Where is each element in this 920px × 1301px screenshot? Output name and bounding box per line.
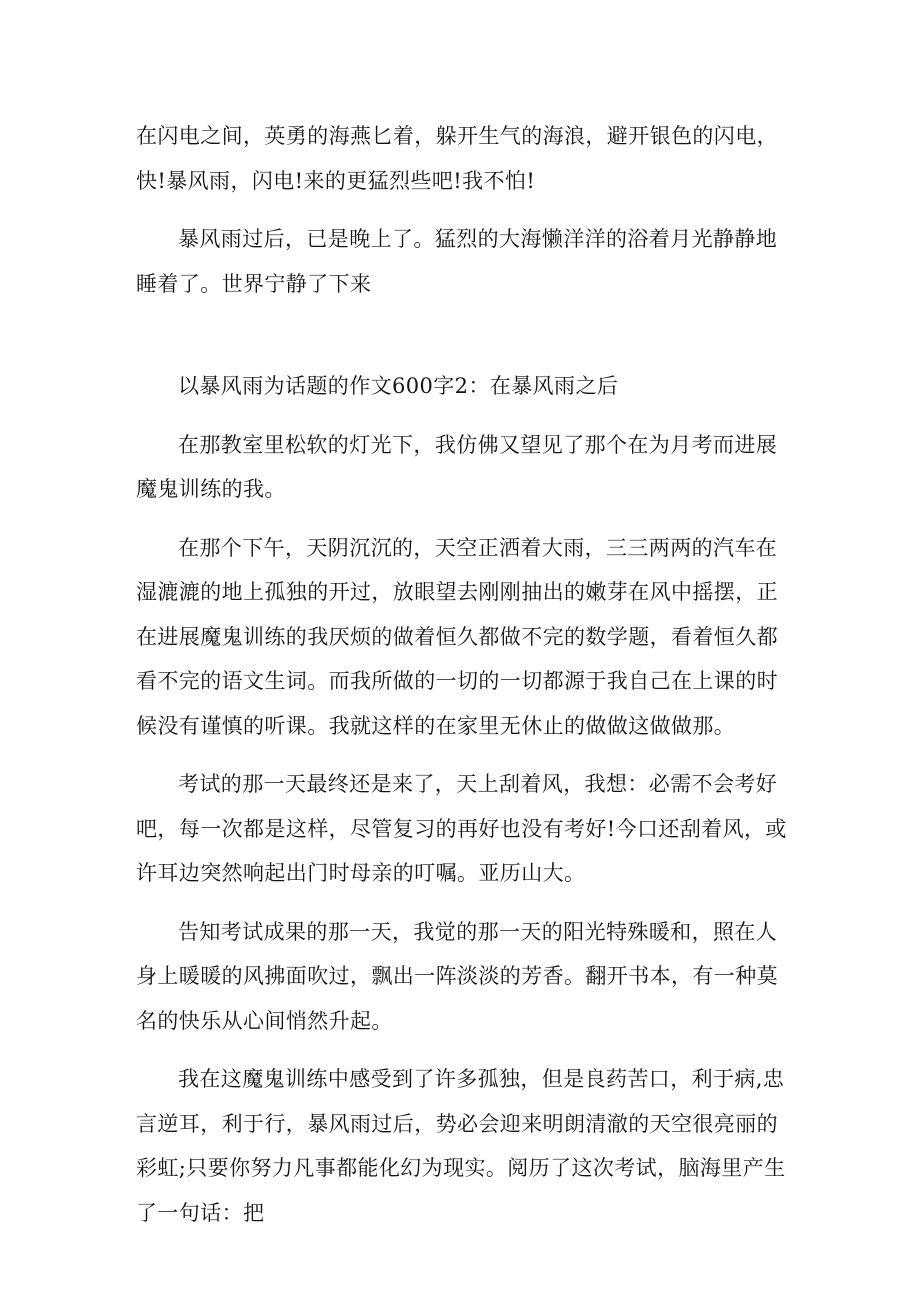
paragraph-7: 我在这魔鬼训练中感受到了许多孤独，但是良药苦口，利于病,忠言逆耳，利于行，暴风雨过后，势必会迎来明朗清澈的天空很亮丽的彩虹;只要你努力凡事都能化幻为现实。阅历了这次考试，脑海里产生了一句话：把	[136, 1067, 786, 1225]
paragraph-gap	[136, 512, 796, 526]
paragraph-4: 在那个下午，天阴沉沉的，天空正洒着大雨，三三两两的汽车在湿漉漉的地上孤独的开过，放眼望去刚刚抽出的嫩芽在风中摇摆，正在进展魔鬼训练的我厌烦的做着恒久都做不完的数学题，看着恒久都看不完的语文生词。而我所做的一切的一切都源于我自己在上课的时候没有谨慎的听课。我就这样的在家里无休止的做做这做做那。	[136, 535, 778, 738]
paragraph-1: 在闪电之间，英勇的海燕匕着，躲开生气的海浪，避开银色的闪电，快!暴风雨，闪电!来的更猛烈些吧!我不怕!	[136, 124, 778, 193]
paragraph-5: 考试的那一天最终还是来了，天上刮着风，我想：必需不会考好吧，每一次都是这样，尽管复习的再好也没有考好!今口还刮着风，或许耳边突然响起出门时母亲的叮嘱。亚历山大。	[136, 772, 787, 885]
paragraph-2: 暴风雨过后，已是晚上了。猛烈的大海懒洋洋的浴着月光静静地睡着了。世界宁静了下来	[136, 227, 778, 296]
paragraph-gap	[136, 748, 796, 762]
paragraph-gap	[136, 409, 796, 423]
paragraph-gap	[136, 1043, 796, 1057]
paragraph-3: 在那教室里松软的灯光下，我仿佛又望见了那个在为月考而进展魔鬼训练的我。	[136, 432, 778, 501]
paragraph-gap	[136, 896, 796, 910]
document-body	[136, 114, 796, 1235]
paragraph-6: 告知考试成果的那一天，我觉的那一天的阳光特殊暖和，照在人身上暖暖的风拂面吹过，飘出一阵淡淡的芳香。翻开书本，有一种莫名的快乐从心间悄然升起。	[136, 919, 778, 1033]
section-heading: 以暴风雨为话题的作文600字2：在暴风雨之后	[178, 374, 619, 398]
paragraph-gap	[136, 203, 796, 217]
section-gap	[136, 306, 796, 364]
